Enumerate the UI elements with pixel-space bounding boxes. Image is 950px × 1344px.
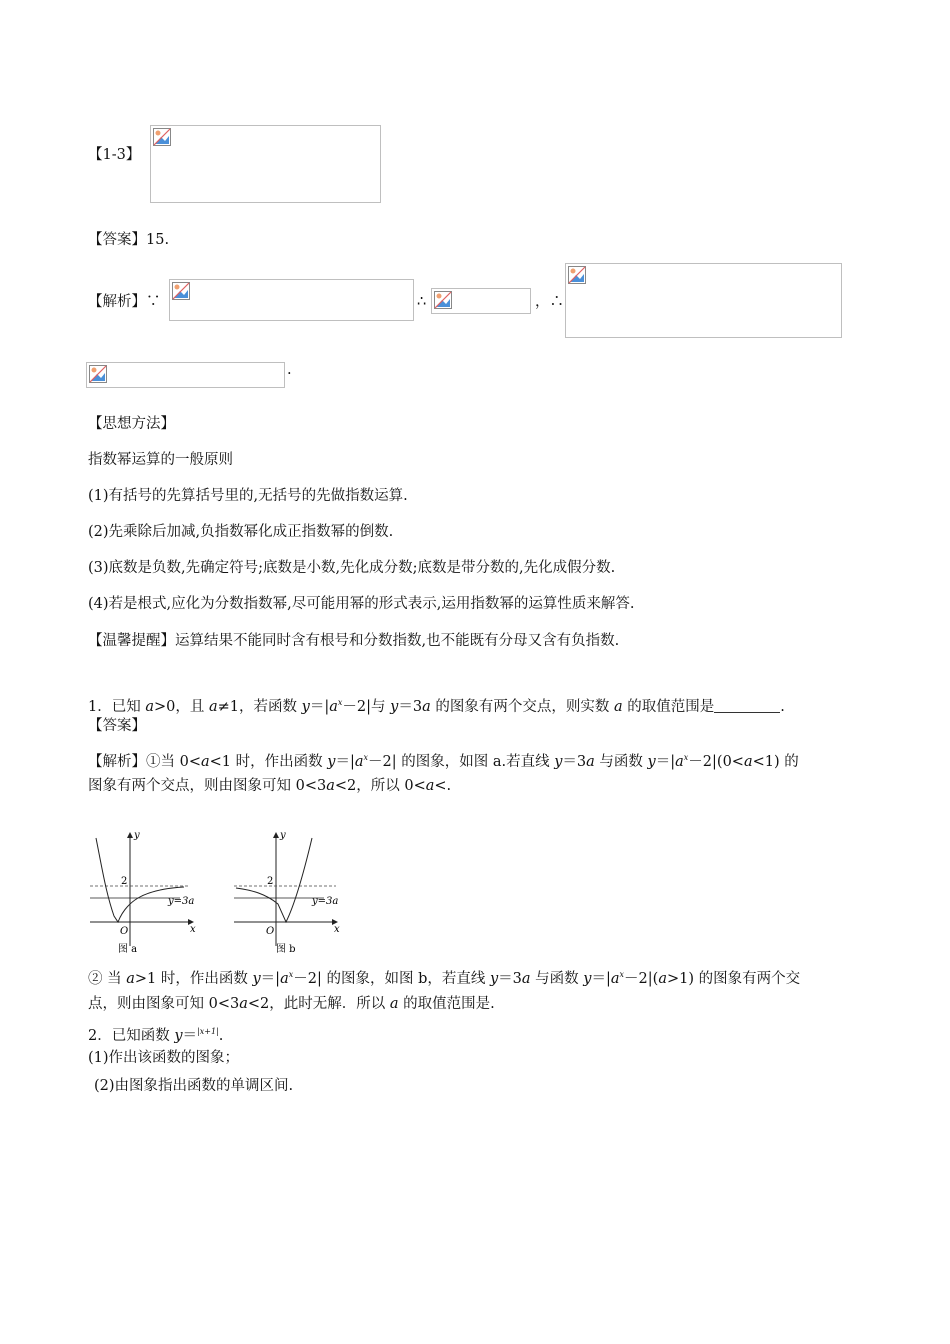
answer-line: 【答案】15. (88, 232, 170, 248)
method-rule: (4)若是根式,应化为分数指数幂,尽可能用幂的形式表示,运用指数幂的运算性质来解答. (88, 596, 635, 612)
figure-b (232, 828, 347, 958)
therefore-symbol: ∴ (417, 294, 427, 310)
therefore-symbol: ，∴ (535, 294, 564, 310)
tip-label: 【温馨提醒】 (88, 633, 175, 649)
method-rule: (3)底数是负数,先确定符号;底数是小数,先化成分数;底数是带分数的,先化成假分数. (88, 560, 616, 576)
missing-image (565, 263, 842, 338)
y-axis-label: y (280, 830, 286, 841)
figure-caption: 图 b (276, 944, 296, 955)
broken-image-icon (172, 282, 190, 300)
broken-image-icon (434, 291, 452, 309)
line-label: y=3a (168, 896, 195, 907)
method-title: 【思想方法】 (88, 416, 175, 432)
missing-image (431, 288, 531, 314)
answer-blank[interactable] (714, 698, 780, 713)
question-2-part-1: (1)作出该函数的图象； (88, 1050, 240, 1066)
analysis-line-1: 【解析】①当 0<a<1 时，作出函数 $y=|a^x-2|$ 的图象，如图 a.若直线 y＝3a 与函数 $y=|a^x-2|(0<a<1)$ 的 (88, 753, 799, 770)
tick-label: 2 (267, 876, 274, 887)
analysis-label: 【解析】∵ (88, 294, 161, 310)
missing-image (150, 125, 381, 203)
method-subtitle: 指数幂运算的一般原则 (88, 452, 233, 468)
origin-label: O (120, 926, 129, 937)
y-axis-label: y (134, 830, 140, 841)
missing-image (86, 362, 285, 388)
question-2: 2．已知函数 y＝$^{|x+1|}$. (88, 1027, 224, 1044)
missing-image (169, 279, 414, 321)
x-axis-label: x (190, 924, 196, 935)
tick-label: 2 (121, 876, 128, 887)
method-rule: (2)先乘除后加减,负指数幂化成正指数幂的倒数. (88, 524, 394, 540)
analysis-line-2: 图象有两个交点，则由图象可知 0<3a<2，所以 0<a<. (88, 778, 452, 794)
line-label: y=3a (312, 896, 339, 907)
answer-label: 【答案】 (88, 718, 146, 734)
broken-image-icon (89, 365, 107, 383)
x-axis-label: x (334, 924, 340, 935)
broken-image-icon (568, 266, 586, 284)
figure-caption: 图 a (118, 944, 138, 955)
analysis-line-4: 点，则由图象可知 0<3a<2，此时无解．所以 a 的取值范围是. (88, 996, 495, 1012)
broken-image-icon (153, 128, 171, 146)
figure-a (88, 828, 198, 958)
analysis-line-3: ② 当 a>1 时，作出函数 $y=|a^x-2|$ 的图象，如图 b，若直线 y＝3a 与函数 $y=|a^x-2|(a>1)$ 的图象有两个交 (88, 970, 801, 987)
period: . (287, 362, 292, 378)
question-label-1-3: 【1-3】 (88, 147, 141, 163)
question-1: 1．已知 a>0，且 a≠1，若函数 $y=|a^x-2|$与 y＝3a 的图象有两个交点，则实数 a 的取值范围是 . (88, 698, 785, 715)
method-rule: (1)有括号的先算括号里的,无括号的先做指数运算. (88, 488, 408, 504)
tip-text: 运算结果不能同时含有根号和分数指数,也不能既有分母又含有负指数. (175, 633, 620, 649)
origin-label: O (266, 926, 275, 937)
question-2-part-2: (2)由图象指出函数的单调区间. (94, 1078, 294, 1094)
warm-tip (88, 631, 619, 651)
